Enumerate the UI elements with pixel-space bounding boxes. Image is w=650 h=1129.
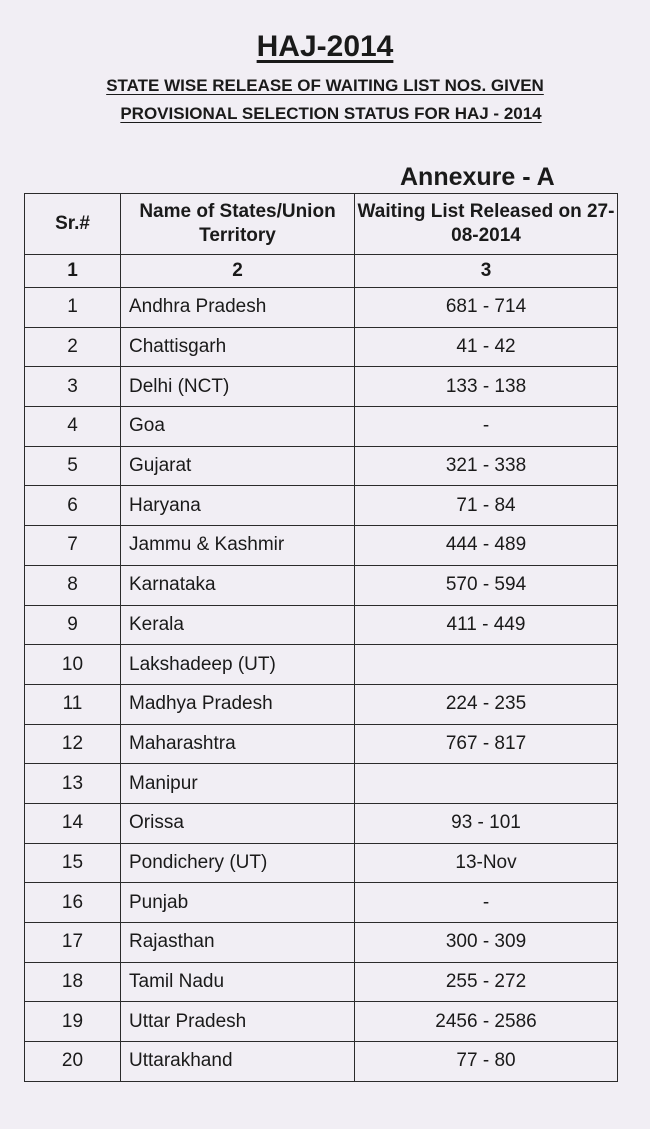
row-waiting-cell: 444 - 489	[355, 526, 618, 566]
row-sr-cell: 15	[25, 843, 121, 883]
row-sr-cell: 9	[25, 605, 121, 645]
row-waiting-cell: -	[355, 883, 618, 923]
table-row	[25, 327, 618, 367]
row-waiting-cell: -	[355, 407, 618, 447]
row-state-cell: Andhra Pradesh	[121, 288, 355, 328]
row-state-cell: Orissa	[121, 803, 355, 843]
row-state-cell: Haryana	[121, 486, 355, 526]
row-state-cell: Chattisgarh	[121, 327, 355, 367]
row-sr-cell: 20	[25, 1042, 121, 1082]
row-sr-cell: 18	[25, 962, 121, 1002]
row-state-cell: Madhya Pradesh	[121, 684, 355, 724]
row-waiting-cell: 41 - 42	[355, 327, 618, 367]
table-row	[25, 724, 618, 764]
column-number-row	[25, 255, 618, 288]
row-waiting-cell: 224 - 235	[355, 684, 618, 724]
row-waiting-cell: 321 - 338	[355, 446, 618, 486]
table-row	[25, 1042, 618, 1082]
row-waiting-cell: 300 - 309	[355, 923, 618, 963]
table-row	[25, 843, 618, 883]
column-number-2: 2	[121, 255, 355, 288]
row-waiting-cell: 93 - 101	[355, 803, 618, 843]
annexure-label: Annexure - A	[400, 163, 555, 191]
row-state-cell: Uttarakhand	[121, 1042, 355, 1082]
row-sr-cell: 1	[25, 288, 121, 328]
table-row	[25, 565, 618, 605]
row-state-cell: Delhi (NCT)	[121, 367, 355, 407]
row-sr-cell: 3	[25, 367, 121, 407]
table-header-row	[25, 194, 618, 255]
row-waiting-cell: 2456 - 2586	[355, 1002, 618, 1042]
row-state-cell: Karnataka	[121, 565, 355, 605]
row-sr-cell: 12	[25, 724, 121, 764]
row-waiting-cell: 255 - 272	[355, 962, 618, 1002]
row-state-cell: Jammu & Kashmir	[121, 526, 355, 566]
row-sr-cell: 10	[25, 645, 121, 685]
waiting-list-table	[24, 193, 618, 1082]
row-state-cell: Pondichery (UT)	[121, 843, 355, 883]
row-sr-cell: 6	[25, 486, 121, 526]
row-sr-cell: 7	[25, 526, 121, 566]
table-row	[25, 486, 618, 526]
table-row	[25, 803, 618, 843]
row-sr-cell: 8	[25, 565, 121, 605]
row-waiting-cell	[355, 764, 618, 804]
row-sr-cell: 16	[25, 883, 121, 923]
row-state-cell: Goa	[121, 407, 355, 447]
header-sr: Sr.#	[25, 194, 121, 255]
subtitle-line-1: STATE WISE RELEASE OF WAITING LIST NOS. GIVEN	[106, 76, 544, 95]
table-row	[25, 367, 618, 407]
row-sr-cell: 4	[25, 407, 121, 447]
row-waiting-cell: 411 - 449	[355, 605, 618, 645]
row-state-cell: Punjab	[121, 883, 355, 923]
row-sr-cell: 13	[25, 764, 121, 804]
row-state-cell: Uttar Pradesh	[121, 1002, 355, 1042]
table-row	[25, 526, 618, 566]
table-row	[25, 288, 618, 328]
table-row	[25, 407, 618, 447]
subtitle-line-2: PROVISIONAL SELECTION STATUS FOR HAJ - 2014	[120, 104, 542, 123]
row-waiting-cell: 77 - 80	[355, 1042, 618, 1082]
header-waiting-list: Waiting List Released on 27-08-2014	[355, 194, 618, 255]
row-waiting-cell: 133 - 138	[355, 367, 618, 407]
table-row	[25, 1002, 618, 1042]
row-sr-cell: 11	[25, 684, 121, 724]
row-waiting-cell: 681 - 714	[355, 288, 618, 328]
row-sr-cell: 19	[25, 1002, 121, 1042]
row-waiting-cell: 71 - 84	[355, 486, 618, 526]
row-sr-cell: 14	[25, 803, 121, 843]
row-waiting-cell: 13-Nov	[355, 843, 618, 883]
table-row	[25, 645, 618, 685]
row-state-cell: Rajasthan	[121, 923, 355, 963]
row-waiting-cell: 570 - 594	[355, 565, 618, 605]
row-state-cell: Tamil Nadu	[121, 962, 355, 1002]
row-state-cell: Kerala	[121, 605, 355, 645]
table-row	[25, 923, 618, 963]
row-waiting-cell: 767 - 817	[355, 724, 618, 764]
table-row	[25, 962, 618, 1002]
document-title: HAJ-2014	[256, 30, 394, 63]
row-state-cell: Lakshadeep (UT)	[121, 645, 355, 685]
row-sr-cell: 5	[25, 446, 121, 486]
table-row	[25, 883, 618, 923]
header-state: Name of States/Union Territory	[121, 194, 355, 255]
row-state-cell: Manipur	[121, 764, 355, 804]
row-sr-cell: 2	[25, 327, 121, 367]
row-state-cell: Gujarat	[121, 446, 355, 486]
column-number-1: 1	[25, 255, 121, 288]
table-row	[25, 446, 618, 486]
table-row	[25, 605, 618, 645]
row-waiting-cell	[355, 645, 618, 685]
table-row	[25, 764, 618, 804]
table-row	[25, 684, 618, 724]
row-state-cell: Maharashtra	[121, 724, 355, 764]
column-number-3: 3	[355, 255, 618, 288]
row-sr-cell: 17	[25, 923, 121, 963]
